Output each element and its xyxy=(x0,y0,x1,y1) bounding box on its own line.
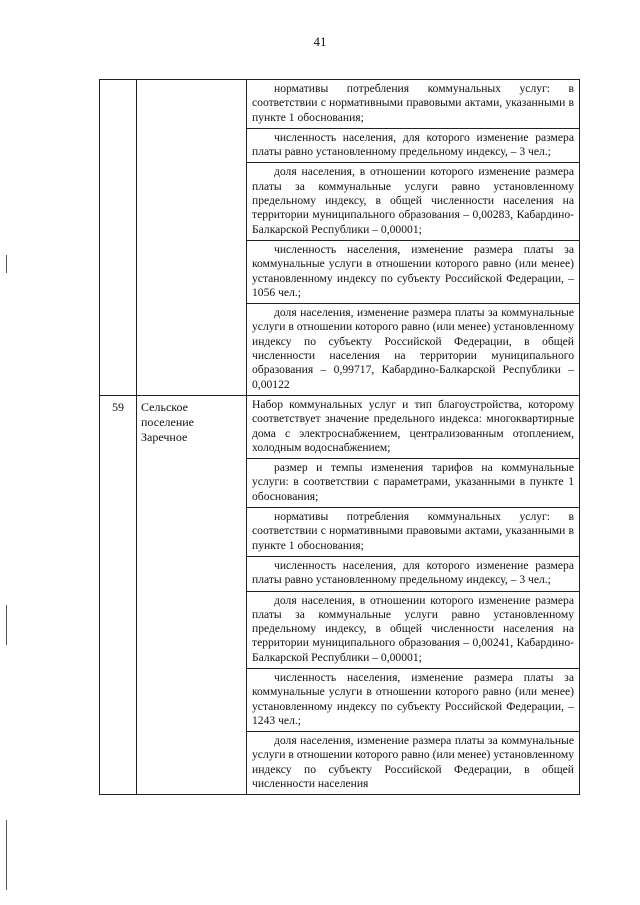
description-paragraph: доля населения, изменение размера платы за коммунальные услуги в отношении которого равно (или менее) установленному индексу по субъекту Российской Федерации, в общей численности населения на территории муниципального образования – 0,99717, Кабардино-Балкарской Республики – 0,00122 xyxy=(252,306,574,391)
description-paragraph: доля населения, в отношении которого изменение размера платы за коммунальные услуги равно установленному предельному индексу, в общей численности населения на территории муниципального образования – 0,00283, Кабардино-Балкарской Республики – 0,00001; xyxy=(247,163,579,240)
row-number xyxy=(100,80,136,84)
scan-margin-mark xyxy=(6,605,7,645)
description-paragraph: численность населения, изменение размера платы за коммунальные услуги в отношении которого равно (или менее) установленному индексу по субъекту Российской Федерации, – 1056 чел.; xyxy=(247,241,579,304)
description-paragraph: нормативы потребления коммунальных услуг: в соответствии с нормативными правовыми актами, указанными в пункте 1 обоснования; xyxy=(247,80,579,129)
settlement-name-cell xyxy=(137,395,247,794)
row-number: 59 xyxy=(112,399,124,414)
settlement-name-cell xyxy=(137,80,247,396)
description-paragraph: доля населения, в отношении которого изменение размера платы за коммунальные услуги равно установленному предельному индексу, в общей численности населения на территории муниципального образования – 0,00241, Кабардино-Балкарской Республики – 0,00001; xyxy=(247,592,579,669)
description-paragraph: Набор коммунальных услуг и тип благоустройства, которому соответствует значение предельного индекса: многоквартирные дома с электроснабжением, централизованным отоплением, холодным водоснабжением; xyxy=(247,396,579,459)
table-row-continuation xyxy=(100,80,580,396)
table-row-59 xyxy=(100,395,580,794)
tariff-table xyxy=(99,79,580,795)
description-cell xyxy=(247,395,580,794)
page-number: 41 xyxy=(313,34,327,49)
description-paragraph: нормативы потребления коммунальных услуг: в соответствии с нормативными правовыми актами, указанными в пункте 1 обоснования; xyxy=(247,508,579,557)
scan-margin-mark xyxy=(6,255,7,273)
description-paragraph: доля населения, изменение размера платы за коммунальные услуги в отношении которого равно (или менее) установленному индексу по субъекту Российской Федерации, в общей численности населения xyxy=(252,734,574,791)
description-paragraph: размер и темпы изменения тарифов на коммунальные услуги: в соответствии с параметрами, указанными в пункте 1 обоснования; xyxy=(247,459,579,508)
description-paragraph: численность населения, для которого изменение размера платы равно установленному предельному индексу, – 3 чел.; xyxy=(247,557,579,592)
row-number-cell xyxy=(100,80,137,396)
row-number-cell xyxy=(100,395,137,794)
description-paragraph: численность населения, изменение размера платы за коммунальные услуги в отношении которого равно (или менее) установленному индексу по субъекту Российской Федерации, – 1243 чел.; xyxy=(247,669,579,732)
description-paragraph: численность населения, для которого изменение размера платы равно установленному предельному индексу, – 3 чел.; xyxy=(247,129,579,164)
settlement-name: Сельское поселение Заречное xyxy=(141,399,195,444)
scan-margin-mark xyxy=(6,820,7,890)
description-cell xyxy=(247,80,580,396)
settlement-name xyxy=(137,80,246,84)
